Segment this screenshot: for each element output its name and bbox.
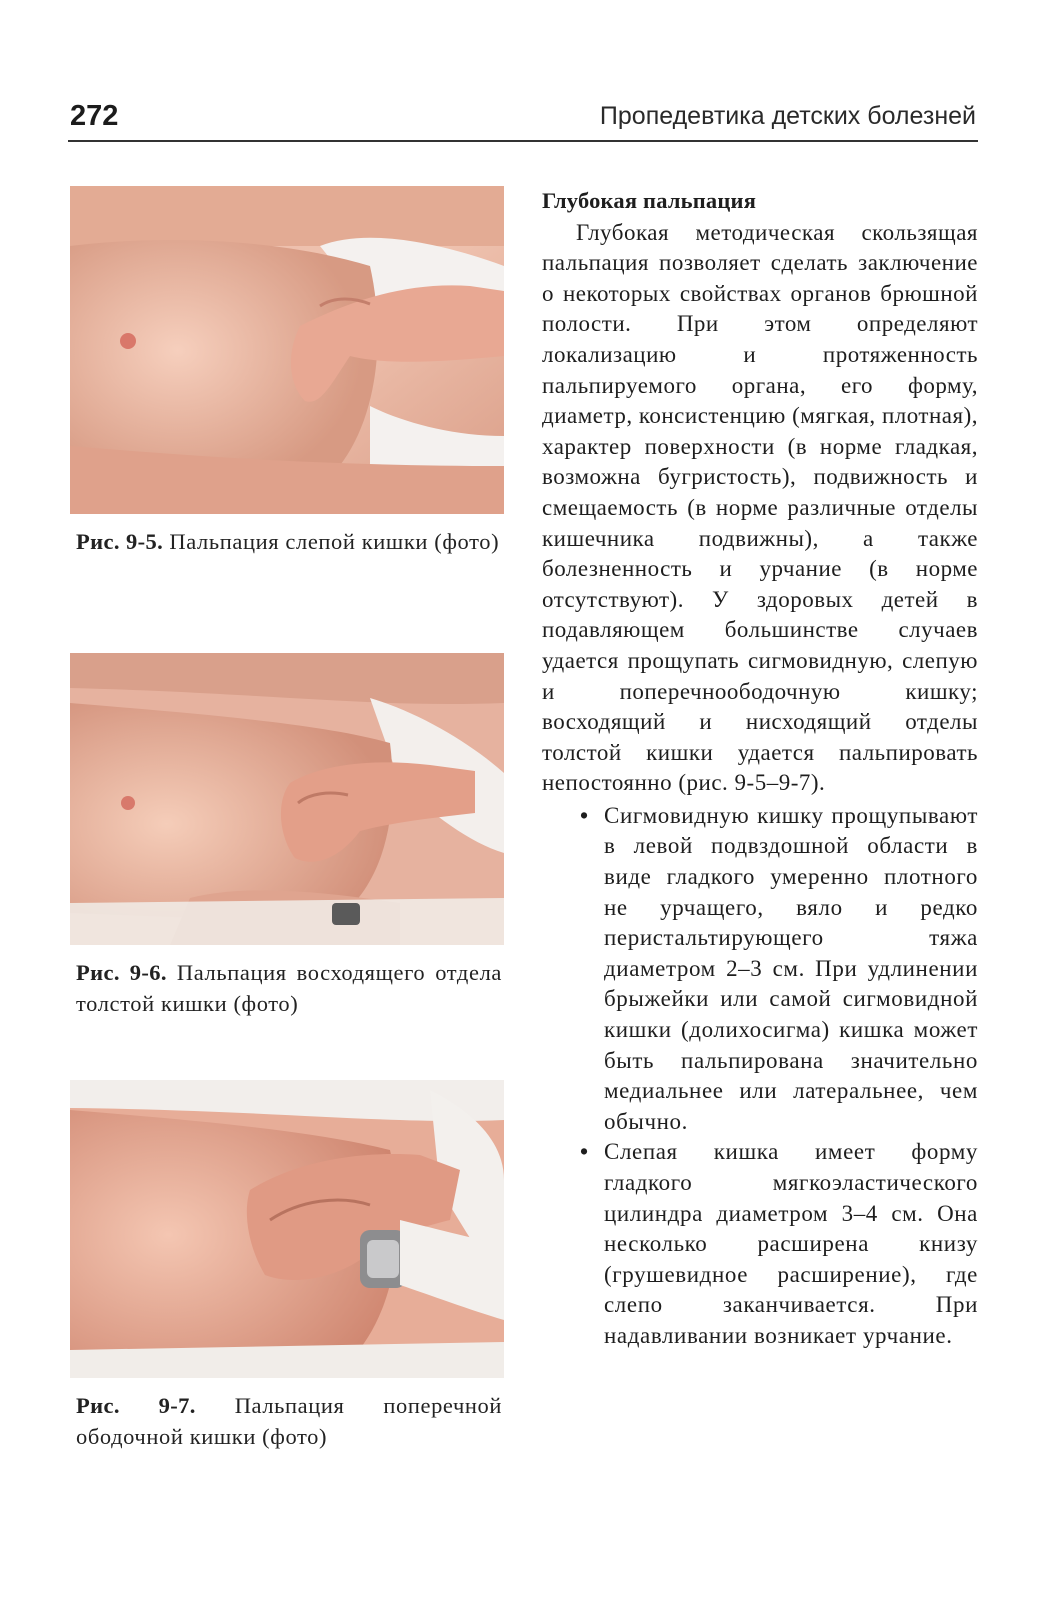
photo-palpation-ascending-colon xyxy=(70,653,504,945)
section-heading: Глубокая пальпация xyxy=(542,188,757,213)
figure-label: Рис. 9-6. xyxy=(76,960,167,985)
bullet-marker: • xyxy=(580,1139,589,1165)
header-rule xyxy=(68,140,978,142)
list-item-text: Слепая кишка имеет форму гладкого мягкоэластического цилиндра диаметром 3–4 см. Она несколько расширена книзу (грушевидное расширение), где слепо заканчивается. При надавливании возникает урчание. xyxy=(604,1139,978,1348)
running-head xyxy=(70,96,978,138)
bullet-marker: • xyxy=(580,802,589,828)
figure-caption-text: Пальпация восходящего отдела толстой кишки (фото) xyxy=(76,960,502,1016)
figure-label: Рис. 9-7. xyxy=(76,1393,196,1418)
figure-caption xyxy=(70,957,504,1019)
bullet-list xyxy=(542,801,978,1352)
figure-9-7 xyxy=(70,1080,504,1452)
list-item xyxy=(580,801,978,1138)
list-item-text: Сигмовидную кишку прощупывают в левой подвздошной области в виде гладкого умеренно плотного не урчащего, вяло и редко перистальтирующего тяжа диаметром 2–3 см. При удлинении брыжейки или самой сигмовидной кишки (долихосигма) кишка может быть пальпирована значительно медиальнее или латеральнее, чем обычно. xyxy=(604,802,978,1134)
figure-photo xyxy=(70,653,504,945)
body-paragraph: Глубокая методическая скользящая пальпация позволяет сделать заключение о некоторых свойствах органов брюшной полости. При этом определяют локализацию и протяженность пальпируемого органа, его форму, диаметр, консистенцию (мягкая, плотная), характер поверхности (в норме гладкая, возможна бугристость), подвижность и смещаемость (в норме различные отделы кишечника подвижны), а также болезненность и урчание (в норме отсутствуют). У здоровых детей в подавляющем большинстве случаев удается прощупать сигмовидную, слепую и поперечноободочную кишку; восходящий и нисходящий отделы толстой кишки удается пальпировать непостоянно (рис. 9-5–9-7). xyxy=(542,219,978,796)
text-column xyxy=(542,186,978,1352)
figure-photo xyxy=(70,1080,504,1378)
figure-label: Рис. 9-5. xyxy=(76,529,164,554)
photo-palpation-transverse-colon xyxy=(70,1080,504,1378)
list-item xyxy=(580,1137,978,1351)
page-number: 272 xyxy=(70,100,119,132)
book-title: Пропедевтика детских болезней xyxy=(599,102,976,130)
figure-caption xyxy=(70,526,504,557)
figure-caption-text: Пальпация слепой кишки (фото) xyxy=(163,529,500,554)
figure-9-6 xyxy=(70,653,504,1019)
figure-caption xyxy=(70,1390,504,1452)
figure-caption-text: Пальпация поперечной ободочной кишки (фото) xyxy=(76,1393,503,1449)
photo-palpation-cecum xyxy=(70,186,504,514)
figure-9-5 xyxy=(70,186,504,557)
figure-photo xyxy=(70,186,504,514)
